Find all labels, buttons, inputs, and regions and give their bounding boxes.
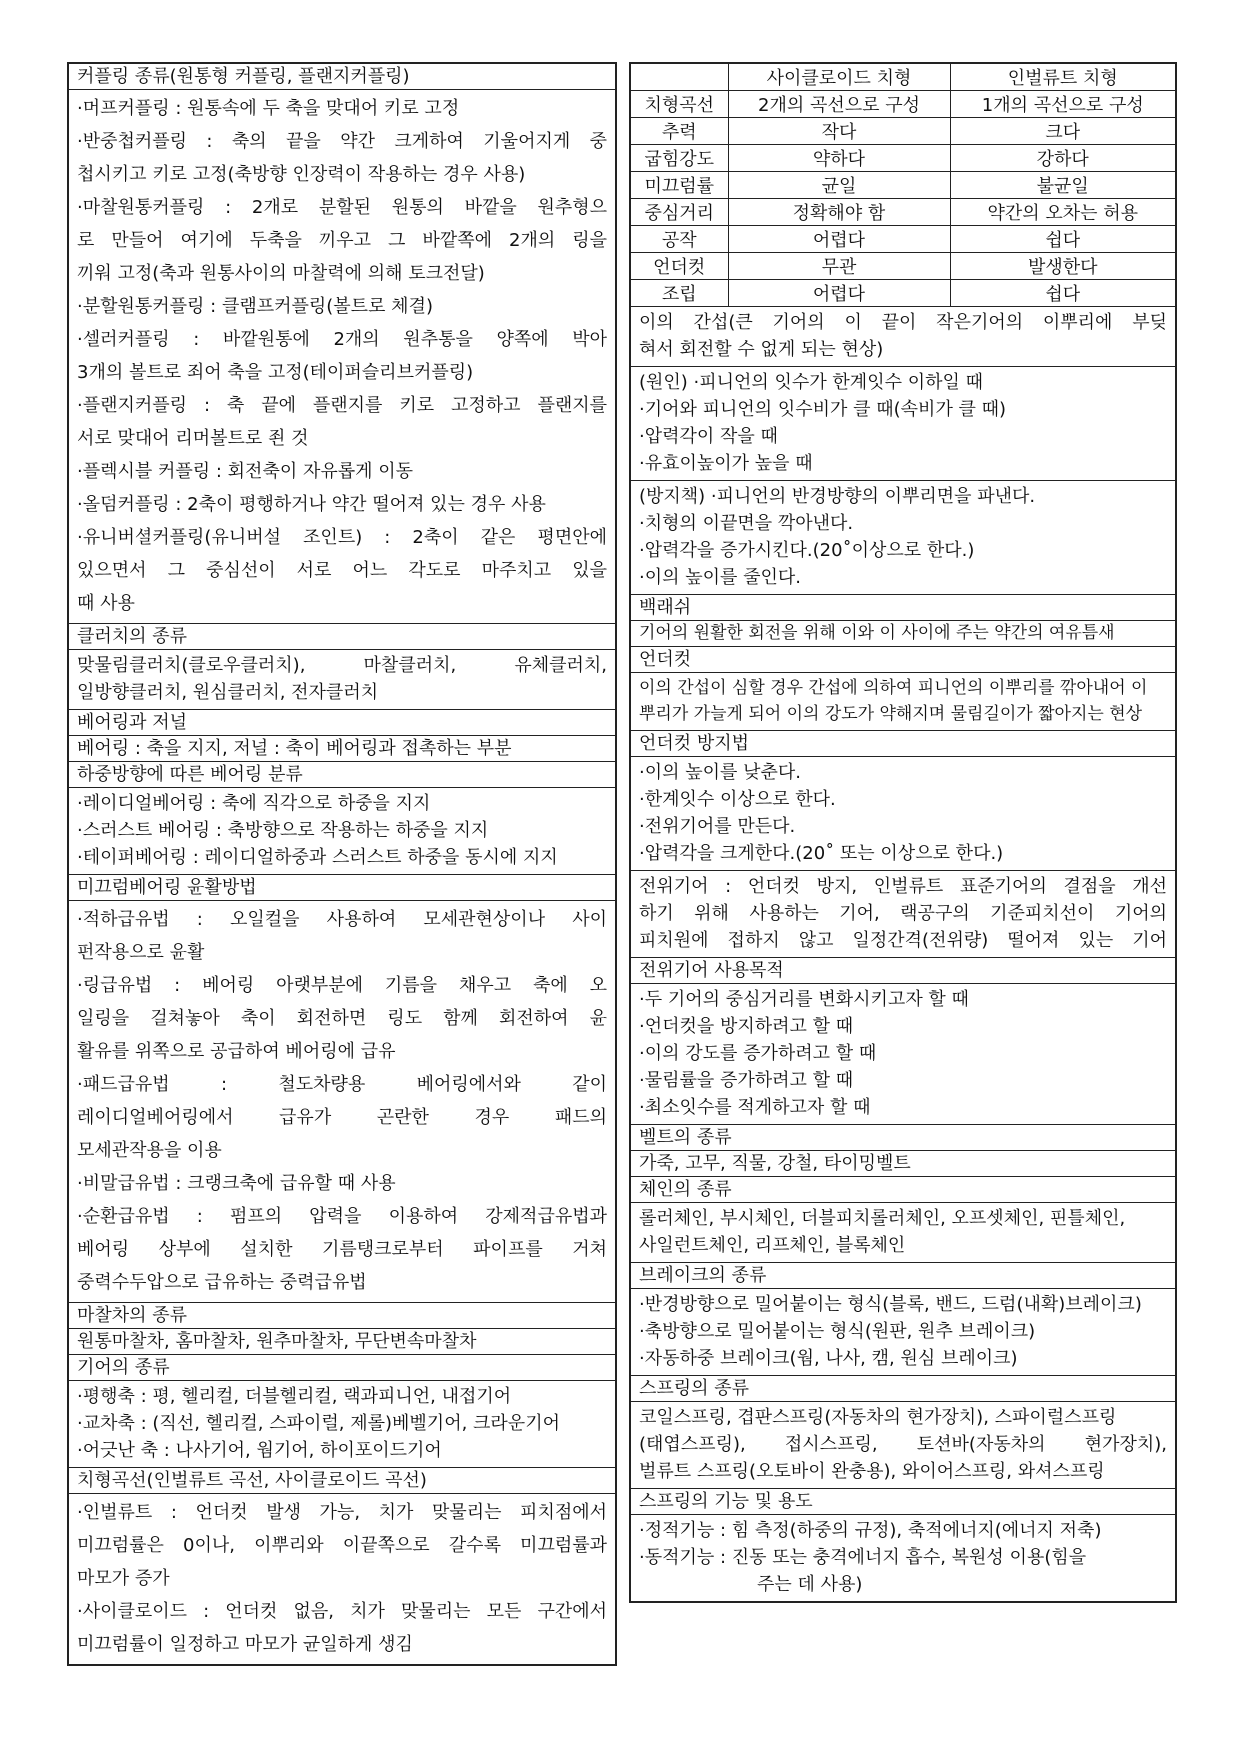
table-cell: 중심거리 bbox=[631, 199, 728, 226]
table-cell: 발생한다 bbox=[950, 253, 1175, 280]
section-body-belt: 가죽, 고무, 직물, 강철, 타이밍벨트 bbox=[631, 1151, 1175, 1177]
text-line: ·압력각을 증가시킨다.(20˚이상으로 한다.) bbox=[639, 540, 975, 561]
text-line: ·적하급유법 : 오일컬을 사용하여 모세관현상이나 사이 bbox=[77, 909, 607, 930]
table-cell: 불균일 bbox=[950, 172, 1175, 199]
table-cell: 추력 bbox=[631, 118, 728, 145]
section-title-undercut-prevention: 언더컷 방지법 bbox=[631, 731, 1175, 757]
section-body-profile-shift-purpose bbox=[631, 984, 1175, 1125]
section-title-belt: 벨트의 종류 bbox=[631, 1125, 1175, 1151]
text-line: ·마찰원통커플링 : 2개로 분할된 원통의 바깥을 원추형으 bbox=[77, 197, 607, 218]
section-title-spring-use: 스프링의 기능 및 용도 bbox=[631, 1489, 1175, 1515]
text-line: ·스러스트 베어링 : 축방향으로 작용하는 하중을 지지 bbox=[77, 820, 489, 841]
table-row bbox=[631, 91, 1175, 118]
section-body-interference bbox=[631, 307, 1175, 367]
text-line: ·레이디얼베어링 : 축에 직각으로 하중을 지지 bbox=[77, 793, 431, 814]
text-line: 중력수두압으로 급유하는 중력급유법 bbox=[77, 1272, 367, 1293]
text-line: 서로 맞대어 리머볼트로 죈 것 bbox=[77, 428, 309, 449]
table-cell: 쉽다 bbox=[950, 280, 1175, 307]
section-title-gear-types: 기어의 종류 bbox=[69, 1355, 615, 1381]
section-body-interference-prevention bbox=[631, 481, 1175, 595]
text-line: 이의 간섭(큰 기어의 이 끝이 작은기어의 이뿌리에 부딪 bbox=[639, 312, 1167, 333]
section-body-brake bbox=[631, 1289, 1175, 1376]
section-body-undercut-prevention bbox=[631, 757, 1175, 871]
section-body-coupling bbox=[69, 90, 615, 624]
section-title-brake: 브레이크의 종류 bbox=[631, 1263, 1175, 1289]
table-header-cell bbox=[631, 64, 728, 91]
text-line: 3개의 볼트로 죄어 축을 고정(테이퍼슬리브커플링) bbox=[77, 362, 474, 383]
section-title-lubrication: 미끄럼베어링 윤활방법 bbox=[69, 875, 615, 901]
text-line: 활유를 위쪽으로 공급하여 베어링에 급유 bbox=[77, 1041, 396, 1062]
text-line: ·이의 높이를 낮춘다. bbox=[639, 762, 801, 783]
text-line: 주는 데 사용) bbox=[757, 1574, 863, 1595]
text-line: ·플렉시블 커플링 : 회전축이 자유롭게 이동 bbox=[77, 461, 413, 482]
text-line: ·압력각을 크게한다.(20˚ 또는 이상으로 한다.) bbox=[639, 843, 1004, 864]
text-line: 이의 간섭이 심할 경우 간섭에 의하여 피니언의 이뿌리를 깎아내어 이 bbox=[639, 678, 1148, 698]
text-line: 전위기어 : 언더컷 방지, 인벌류트 표준기어의 결점을 개선 bbox=[639, 876, 1167, 897]
text-line: 레이디얼베어링에서 급유가 곤란한 경우 패드의 bbox=[77, 1107, 607, 1128]
text-line: ·치형의 이끝면을 깍아낸다. bbox=[639, 513, 854, 534]
table-cell: 치형곡선 bbox=[631, 91, 728, 118]
table-row bbox=[631, 226, 1175, 253]
table-cell: 어렵다 bbox=[728, 280, 950, 307]
table-cell: 강하다 bbox=[950, 145, 1175, 172]
table-row bbox=[631, 118, 1175, 145]
text-line: 롤러체인, 부시체인, 더블피치롤러체인, 오프셋체인, 핀틀체인, bbox=[639, 1208, 1126, 1229]
table-row bbox=[631, 253, 1175, 280]
text-line: 코일스프링, 겹판스프링(자동차의 현가장치), 스파이럴스프링 bbox=[639, 1407, 1117, 1428]
section-body-interference-cause bbox=[631, 367, 1175, 481]
text-line: ·인벌류트 : 언더컷 발생 가능, 치가 맞물리는 피치점에서 bbox=[77, 1502, 607, 1523]
text-line: (방지책) ·피니언의 반경방향의 이뿌리면을 파낸다. bbox=[639, 486, 1036, 507]
section-title-tooth-curve: 치형곡선(인벌류트 곡선, 사이클로이드 곡선) bbox=[69, 1468, 615, 1494]
text-line: ·순환급유법 : 펌프의 압력을 이용하여 강제적급유법과 bbox=[77, 1206, 607, 1227]
table-cell: 언더컷 bbox=[631, 253, 728, 280]
section-title-undercut: 언더컷 bbox=[631, 647, 1175, 673]
text-line: ·플랜지커플링 : 축 끝에 플랜지를 키로 고정하고 플랜지를 bbox=[77, 395, 607, 416]
text-line: ·전위기어를 만든다. bbox=[639, 816, 796, 837]
text-line: 끼워 고정(축과 원통사이의 마찰력에 의해 토크전달) bbox=[77, 263, 485, 284]
text-line: 뿌리가 가늘게 되어 이의 강도가 약해지며 물림길이가 짧아지는 현상 bbox=[639, 704, 1143, 724]
section-body-profile-shift bbox=[631, 871, 1175, 958]
section-body-bearing: 베어링 : 축을 지지, 저널 : 축이 베어링과 접촉하는 부분 bbox=[69, 736, 615, 762]
table-cell: 균일 bbox=[728, 172, 950, 199]
table-row bbox=[631, 172, 1175, 199]
text-line: ·이의 높이를 줄인다. bbox=[639, 567, 801, 588]
table-row bbox=[631, 145, 1175, 172]
table-cell: 미끄럼률 bbox=[631, 172, 728, 199]
text-line: 벌류트 스프링(오토바이 완충용), 와이어스프링, 와셔스프링 bbox=[639, 1461, 1105, 1482]
text-line: ·최소잇수를 적게하고자 할 때 bbox=[639, 1097, 871, 1118]
text-line: ·한계잇수 이상으로 한다. bbox=[639, 789, 836, 810]
text-line: 혀서 회전할 수 없게 되는 현상) bbox=[639, 339, 884, 360]
text-line: 피치원에 접하지 않고 일정간격(전위량) 떨어져 있는 기어 bbox=[639, 930, 1167, 951]
section-body-spring bbox=[631, 1402, 1175, 1489]
text-line: ·어긋난 축 : 나사기어, 웜기어, 하이포이드기어 bbox=[77, 1440, 442, 1461]
text-line: ·유효이높이가 높을 때 bbox=[639, 453, 813, 474]
table-cell: 1개의 곡선으로 구성 bbox=[950, 91, 1175, 118]
text-line: ·분할원통커플링 : 클램프커플링(볼트로 체결) bbox=[77, 296, 433, 317]
section-title-bearing-load: 하중방향에 따른 베어링 분류 bbox=[69, 762, 615, 788]
text-line: ·자동하중 브레이크(웜, 나사, 캠, 원심 브레이크) bbox=[639, 1348, 1018, 1369]
table-cell: 공작 bbox=[631, 226, 728, 253]
text-line: 모세관작용을 이용 bbox=[77, 1140, 222, 1161]
section-body-friction-wheel: 원통마찰차, 홈마찰차, 원추마찰차, 무단변속마찰차 bbox=[69, 1329, 615, 1355]
text-line: ·두 기어의 중심거리를 변화시키고자 할 때 bbox=[639, 989, 969, 1010]
table-cell: 굽힘강도 bbox=[631, 145, 728, 172]
text-line: 베어링 상부에 설치한 기름탱크로부터 파이프를 거쳐 bbox=[77, 1239, 607, 1260]
text-line: 있으면서 그 중심선이 서로 어느 각도로 마주치고 있을 bbox=[77, 560, 607, 581]
text-line: ·정적기능 : 힘 측정(하중의 규정), 축적에너지(에너지 저축) bbox=[639, 1520, 1102, 1541]
text-line: ·동적기능 : 진동 또는 충격에너지 흡수, 복원성 이용(힘을 bbox=[639, 1547, 1087, 1568]
section-title-coupling: 커플링 종류(원통형 커플링, 플랜지커플링) bbox=[69, 64, 615, 90]
text-line: ·평행축 : 평, 헬리컬, 더블헬리컬, 랙과피니언, 내접기어 bbox=[77, 1386, 512, 1407]
table-cell: 약간의 오차는 허용 bbox=[950, 199, 1175, 226]
text-line: ·기어와 피니언의 잇수비가 클 때(속비가 클 때) bbox=[639, 399, 1007, 420]
section-title-profile-shift-purpose: 전위기어 사용목적 bbox=[631, 958, 1175, 984]
text-line: 미끄럼률이 일정하고 마모가 균일하게 생김 bbox=[77, 1634, 413, 1655]
text-line: ·물림률을 증가하려고 할 때 bbox=[639, 1070, 854, 1091]
text-line: (원인) ·피니언의 잇수가 한계잇수 이하일 때 bbox=[639, 372, 983, 393]
tooth-profile-comparison-table bbox=[631, 64, 1175, 307]
text-line: 하기 위해 사용하는 기어, 랙공구의 기준피치선이 기어의 bbox=[639, 903, 1167, 924]
text-line: ·압력각이 작을 때 bbox=[639, 426, 778, 447]
text-line: 마모가 증가 bbox=[77, 1568, 170, 1589]
table-header-row bbox=[631, 64, 1175, 91]
text-line: ·언더컷을 방지하려고 할 때 bbox=[639, 1016, 854, 1037]
text-line: 펀작용으로 윤활 bbox=[77, 942, 205, 963]
text-line: ·머프커플링 : 원통속에 두 축을 맞대어 키로 고정 bbox=[77, 98, 460, 119]
text-line: 일링을 걸쳐놓아 축이 회전하면 링도 함께 회전하여 윤 bbox=[77, 1008, 607, 1029]
section-title-chain: 체인의 종류 bbox=[631, 1177, 1175, 1203]
table-header-cell: 사이클로이드 치형 bbox=[728, 64, 950, 91]
table-cell: 조립 bbox=[631, 280, 728, 307]
text-line: 때 사용 bbox=[77, 593, 135, 614]
section-title-bearing: 베어링과 저널 bbox=[69, 710, 615, 736]
section-body-chain bbox=[631, 1203, 1175, 1263]
text-line: ·이의 강도를 증가하려고 할 때 bbox=[639, 1043, 877, 1064]
table-cell: 작다 bbox=[728, 118, 950, 145]
section-body-tooth-curve bbox=[69, 1494, 615, 1664]
text-line: 맞물림클러치(클로우클러치), 마찰클러치, 유체클러치, bbox=[77, 655, 607, 676]
table-cell: 어렵다 bbox=[728, 226, 950, 253]
section-body-undercut bbox=[631, 673, 1175, 731]
text-line: ·축방향으로 밀어붙이는 형식(원판, 원추 브레이크) bbox=[639, 1321, 1036, 1342]
text-line: ·유니버셜커플링(유니버설 조인트) : 2축이 같은 평면안에 bbox=[77, 527, 607, 548]
text-line: ·링급유법 : 베어링 아랫부분에 기름을 채우고 축에 오 bbox=[77, 975, 607, 996]
table-cell: 쉽다 bbox=[950, 226, 1175, 253]
text-line: ·반경방향으로 밀어붙이는 형식(블록, 밴드, 드럼(내확)브레이크) bbox=[639, 1294, 1142, 1315]
text-line: 첩시키고 키로 고정(축방향 인장력이 작용하는 경우 사용) bbox=[77, 164, 526, 185]
table-row bbox=[631, 199, 1175, 226]
text-line: 로 만들어 여기에 두축을 끼우고 그 바깥쪽에 2개의 링을 bbox=[77, 230, 607, 251]
right-column bbox=[629, 62, 1177, 1603]
left-column bbox=[67, 62, 617, 1666]
section-title-spring: 스프링의 종류 bbox=[631, 1376, 1175, 1402]
text-line: ·사이클로이드 : 언더컷 없음, 치가 맞물리는 모든 구간에서 bbox=[77, 1601, 607, 1622]
table-cell: 무관 bbox=[728, 253, 950, 280]
section-title-friction-wheel: 마찰차의 종류 bbox=[69, 1303, 615, 1329]
section-body-gear-types bbox=[69, 1381, 615, 1468]
section-title-clutch: 클러치의 종류 bbox=[69, 624, 615, 650]
text-line: ·올덤커플링 : 2축이 평행하거나 약간 떨어져 있는 경우 사용 bbox=[77, 494, 546, 515]
text-line: ·반중첩커플링 : 축의 끝을 약간 크게하여 기울어지게 중 bbox=[77, 131, 607, 152]
section-body-clutch bbox=[69, 650, 615, 710]
text-line: 일방향클러치, 원심클러치, 전자클러치 bbox=[77, 682, 379, 703]
text-line: ·교차축 : (직선, 헬리컬, 스파이럴, 제롤)베벨기어, 크라운기어 bbox=[77, 1413, 560, 1434]
section-body-spring-use bbox=[631, 1515, 1175, 1601]
table-cell: 크다 bbox=[950, 118, 1175, 145]
table-cell: 2개의 곡선으로 구성 bbox=[728, 91, 950, 118]
table-header-cell: 인벌류트 치형 bbox=[950, 64, 1175, 91]
section-body-backlash: 기어의 원활한 회전을 위해 이와 이 사이에 주는 약간의 여유틈새 bbox=[631, 621, 1175, 647]
section-title-backlash: 백래쉬 bbox=[631, 595, 1175, 621]
table-cell: 약하다 bbox=[728, 145, 950, 172]
text-line: (태엽스프링), 접시스프링, 토션바(자동차의 현가장치), bbox=[639, 1434, 1167, 1455]
section-body-bearing-load bbox=[69, 788, 615, 875]
text-line: ·패드급유법 : 철도차량용 베어링에서와 같이 bbox=[77, 1074, 607, 1095]
text-line: 사일런트체인, 리프체인, 블록체인 bbox=[639, 1235, 906, 1256]
table-row bbox=[631, 280, 1175, 307]
text-line: 미끄럼률은 0이나, 이뿌리와 이끝쪽으로 갈수록 미끄럼률과 bbox=[77, 1535, 607, 1556]
table-cell: 정확해야 함 bbox=[728, 199, 950, 226]
text-line: ·셀러커플링 : 바깥원통에 2개의 원추통을 양쪽에 박아 bbox=[77, 329, 607, 350]
text-line: ·비말급유법 : 크랭크축에 급유할 때 사용 bbox=[77, 1173, 396, 1194]
text-line: ·테이퍼베어링 : 레이디얼하중과 스러스트 하중을 동시에 지지 bbox=[77, 847, 558, 868]
section-body-lubrication bbox=[69, 901, 615, 1303]
